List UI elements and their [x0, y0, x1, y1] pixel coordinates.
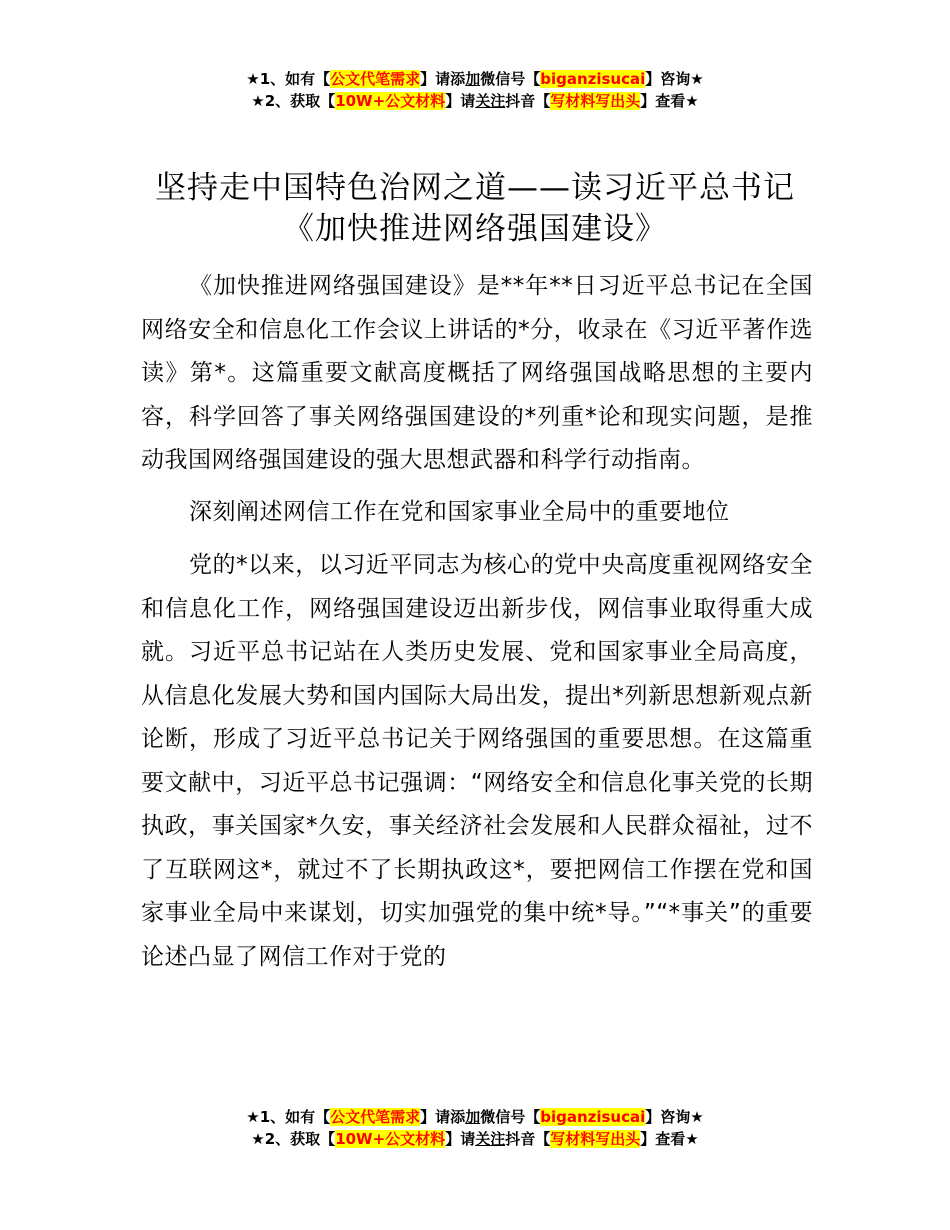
banner-text: 】请添 — [420, 70, 466, 88]
banner-line-2 — [0, 90, 950, 112]
banner-text: 】咨询★ — [645, 70, 704, 88]
banner-line-1 — [0, 1106, 950, 1128]
banner-text: ★1、如有【 — [246, 1108, 331, 1126]
banner-text: 】咨询★ — [645, 1108, 704, 1126]
banner-highlight: 公文代笔需求 — [330, 70, 421, 88]
banner-underline: 加 — [465, 70, 481, 88]
banner-text: ★2、获取【 — [251, 1130, 336, 1148]
banner-text: 抖音【 — [505, 92, 551, 110]
header-banner — [0, 68, 950, 112]
banner-underline: 加 — [465, 1108, 481, 1126]
banner-highlight: 10W+公文材料 — [335, 92, 446, 110]
paragraph-intro: 《加快推进网络强国建设》是**年**日习近平总书记在全国网络安全和信息化工作会议上讲话的*分，收录在《习近平著作选读》第*。这篇重要文献高度概括了网络强国战略思想的主要内容，科学回答了事关网络强国建设的*列重*论和现实问题，是推动我国网络强国建设的强大思想武器和科学行动指南。 — [141, 273, 813, 473]
banner-highlight: 公文代笔需求 — [330, 1108, 421, 1126]
footer-banner — [0, 1106, 950, 1150]
banner-line-1 — [0, 68, 950, 90]
banner-underline: 关注 — [475, 1130, 506, 1148]
banner-text: 微信号【 — [480, 1108, 541, 1126]
document-title — [0, 168, 950, 250]
banner-text: 】请 — [445, 92, 476, 110]
banner-underline: 关注 — [475, 92, 506, 110]
banner-text: 微信号【 — [480, 70, 541, 88]
banner-text: ★1、如有【 — [246, 70, 331, 88]
banner-text: 】查看★ — [640, 1130, 699, 1148]
banner-highlight: 10W+公文材料 — [335, 1130, 446, 1148]
section-heading: 深刻阐述网信工作在党和国家事业全局中的重要地位 — [189, 498, 730, 525]
title-line-2: 《加快推进网络强国建设》 — [283, 211, 667, 247]
paragraph-body: 党的*以来，以习近平同志为核心的党中央高度重视网络安全和信息化工作，网络强国建设迈出新步伐，网信事业取得重大成就。习近平总书记站在人类历史发展、党和国家事业全局高度，从信息化发展大势和国内国际大局出发，提出*列新思想新观点新论断，形成了习近平总书记关于网络强国的重要思想。在这篇重要文献中，习近平总书记强调：“网络安全和信息化事关党的长期执政，事关国家*久安，事关经济社会发展和人民群众福祉，过不了互联网这*，就过不了长期执政这*，要把网信工作摆在党和国家事业全局中来谋划，切实加强党的集中统*导。”“*事关”的重要论述凸显了网信工作对于党的 — [141, 552, 813, 970]
banner-text: 】请添 — [420, 1108, 466, 1126]
banner-highlight: biganzisucai — [540, 1108, 646, 1126]
banner-text: 抖音【 — [505, 1130, 551, 1148]
banner-line-2 — [0, 1128, 950, 1150]
title-line-1: 坚持走中国特色治网之道——读习近平总书记 — [155, 170, 795, 206]
banner-text: ★2、获取【 — [251, 92, 336, 110]
banner-highlight: 写材料写出头 — [550, 1130, 641, 1148]
banner-text: 】请 — [445, 1130, 476, 1148]
banner-highlight: biganzisucai — [540, 70, 646, 88]
document-body — [141, 265, 813, 987]
banner-text: 】查看★ — [640, 92, 699, 110]
banner-highlight: 写材料写出头 — [550, 92, 641, 110]
